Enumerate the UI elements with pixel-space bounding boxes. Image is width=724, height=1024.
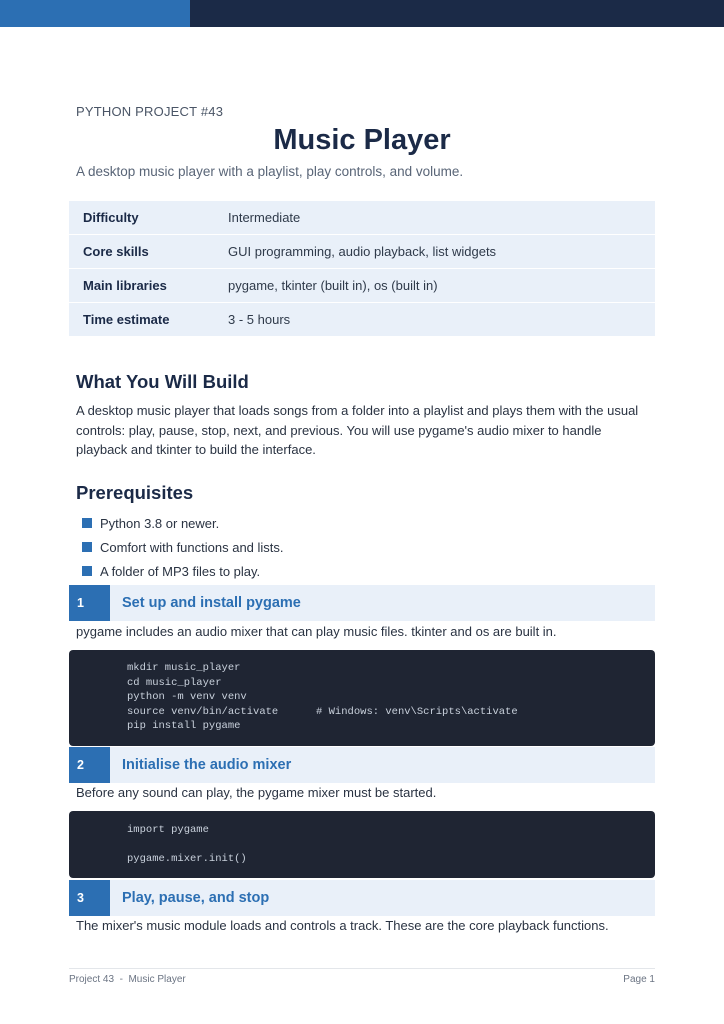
code-line: import pygame [127, 824, 209, 836]
step-number: 3 [69, 880, 110, 916]
prerequisites-list [82, 511, 284, 583]
build-description: A desktop music player that loads songs from a folder into a playlist and plays them with the usual controls: play, pause, stop, next, and previous. You will use pygame's audio mixer to handle playback and tkinter to build the interface. [76, 403, 639, 457]
list-item-text: Python 3.8 or newer. [100, 515, 220, 531]
step-3-description: The mixer's music module loads and controls a track. These are the core playback functions. [76, 918, 609, 933]
bullet-square-icon [82, 542, 92, 552]
page-title: Music Player [273, 124, 451, 156]
step-title: Play, pause, and stop [122, 890, 270, 906]
footer-project-label: Project 43 - Music Player [69, 974, 186, 985]
top-bar-accent [0, 0, 190, 27]
step-3-header [69, 880, 655, 916]
info-row-main-libraries [69, 269, 655, 303]
step-number: 2 [69, 747, 110, 783]
info-value: Intermediate [228, 210, 301, 225]
step-title: Initialise the audio mixer [122, 757, 292, 773]
step-2-description: Before any sound can play, the pygame mixer must be started. [76, 785, 437, 800]
footer-divider [69, 968, 655, 969]
step-1-description: pygame includes an audio mixer that can play music files. tkinter and os are built in. [76, 624, 557, 639]
list-item-text: A folder of MP3 files to play. [100, 563, 261, 579]
info-row-time-estimate [69, 303, 655, 337]
step-title: Set up and install pygame [122, 595, 301, 611]
code-line: cd music_player [127, 676, 222, 689]
list-item [82, 511, 284, 535]
code-block-setup [69, 650, 655, 746]
info-key: Core skills [83, 244, 149, 259]
step-1-header [69, 585, 655, 621]
code-block-mixer [69, 811, 655, 878]
list-item [82, 559, 284, 583]
info-key: Difficulty [83, 210, 139, 225]
info-value: 3 - 5 hours [228, 312, 291, 327]
info-key: Time estimate [83, 312, 170, 327]
project-kicker: PYTHON PROJECT #43 [76, 104, 224, 119]
info-value: GUI programming, audio playback, list widgets [228, 244, 497, 259]
info-row-core-skills [69, 235, 655, 269]
list-item-text: Comfort with functions and lists. [100, 539, 284, 555]
code-line: python -m venv venv [127, 691, 247, 704]
code-line: pip install pygame [127, 720, 241, 733]
code-line: source venv/bin/activate # Windows: venv\Scripts\activate [127, 705, 518, 718]
section-heading-build: What You Will Build [76, 371, 249, 392]
footer-page-number: Page 1 [623, 974, 655, 985]
code-line: pygame.mixer.init() [127, 853, 247, 866]
top-bar [0, 0, 724, 27]
step-2-header [69, 747, 655, 783]
step-number: 1 [69, 585, 110, 621]
info-key: Main libraries [83, 278, 167, 293]
bullet-square-icon [82, 518, 92, 528]
code-line: mkdir music_player [127, 662, 241, 674]
bullet-square-icon [82, 566, 92, 576]
info-table [69, 201, 655, 337]
info-row-difficulty [69, 201, 655, 235]
section-heading-prerequisites: Prerequisites [76, 482, 194, 503]
list-item [82, 535, 284, 559]
code-line [127, 838, 655, 853]
info-value: pygame, tkinter (built in), os (built in) [228, 278, 438, 293]
page-subtitle: A desktop music player with a playlist, play controls, and volume. [76, 164, 464, 179]
